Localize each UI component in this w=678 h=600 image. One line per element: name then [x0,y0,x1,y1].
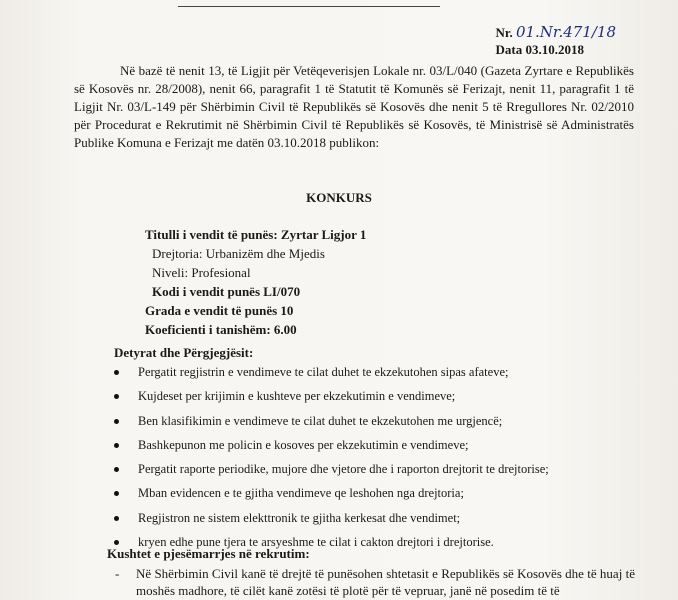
duties-title: Detyrat dhe Përgjegjësit: [114,345,254,360]
job-directorate: Drejtoria: Urbanizëm dhe Mjedis [152,246,325,261]
job-title: Titulli i vendit të punës: Zyrtar Ligjor 1 [145,227,367,242]
conditions-item [115,565,635,599]
job-info [145,225,366,339]
list-item: Mban evidencen e te gjitha vendimeve qe leshohen nga drejtoria; [110,481,620,505]
top-rule [178,6,440,7]
list-item: Pergatit raporte periodike, mujore dhe vjetore dhe i raporton drejtorit te drejtorise; [110,457,620,481]
document-date: Data 03.10.2018 [495,42,584,57]
list-item: Kujdeset per krijimin e kushteve per ekzekutimin e vendimeve; [110,384,620,408]
duties-list [110,360,620,554]
job-code: Kodi i vendit punës LI/070 [152,284,301,299]
intro-paragraph [74,62,634,152]
list-item: Bashkepunon me policin e kosoves per ekzekutimin e vendimeve; [110,433,620,457]
job-grade: Grada e vendit të punës 10 [145,303,294,318]
job-coefficient: Koeficienti i tanishëm: 6.00 [145,322,297,337]
reference-label: Nr. [495,25,513,40]
document-title: KONKURS [306,190,372,205]
conditions-title: Kushtet e pjesëmarrjes në rekrutim: [107,546,310,561]
list-item: Regjistron ne sistem elekttronik te gjitha kerkesat dhe vendimet; [110,506,620,530]
reference-number-line [495,24,616,41]
handwritten-reference-number: 01.Nr.471/18 [515,23,616,41]
list-item: Ben klasifikimin e vendimeve te cilat duhet te ekzekutohen me urgjencë; [110,409,620,433]
reference-block [495,24,616,58]
list-item: kryen edhe pune tjera te arsyeshme te cilat i cakton drejtori i drejtorise. [110,530,620,554]
list-item: Pergatit regjistrin e vendimeve te cilat duhet te ekzekutohen sipas afateve; [110,360,620,384]
dash-bullet: - [115,566,120,581]
intro-text: Në bazë të nenit 13, të Ligjit për Vetëqeverisjen Lokale nr. 03/L/040 (Gazeta Zyrtare e Republikës së Kosovës nr. 28/2008), nenit 66, paragrafit 1 të Statutit të Komunës së Ferizajt, nenit 11, paragrafit 1 të Ligjit Nr. 03/L-149 për Shërbimin Civil të Republikës së Kosovës dhe nenit 5 të Rregullores Nr. 02/2010 për Procedurat e Rekrutimit në Shërbimin Civil të Republikës së Kosovës, të Ministrisë së Administratës Publike Komuna e Ferizajt me datën 03.10.2018 publikon: [74,63,634,150]
job-level: Niveli: Profesional [152,265,251,280]
conditions-text: Në Shërbimin Civil kanë të drejtë të punësohen shtetasit e Republikës së Kosovës dhe të huaj të moshës madhore, të cilët kanë zotësi të plotë për të vepruar, janë në posedim të të [136,566,635,598]
